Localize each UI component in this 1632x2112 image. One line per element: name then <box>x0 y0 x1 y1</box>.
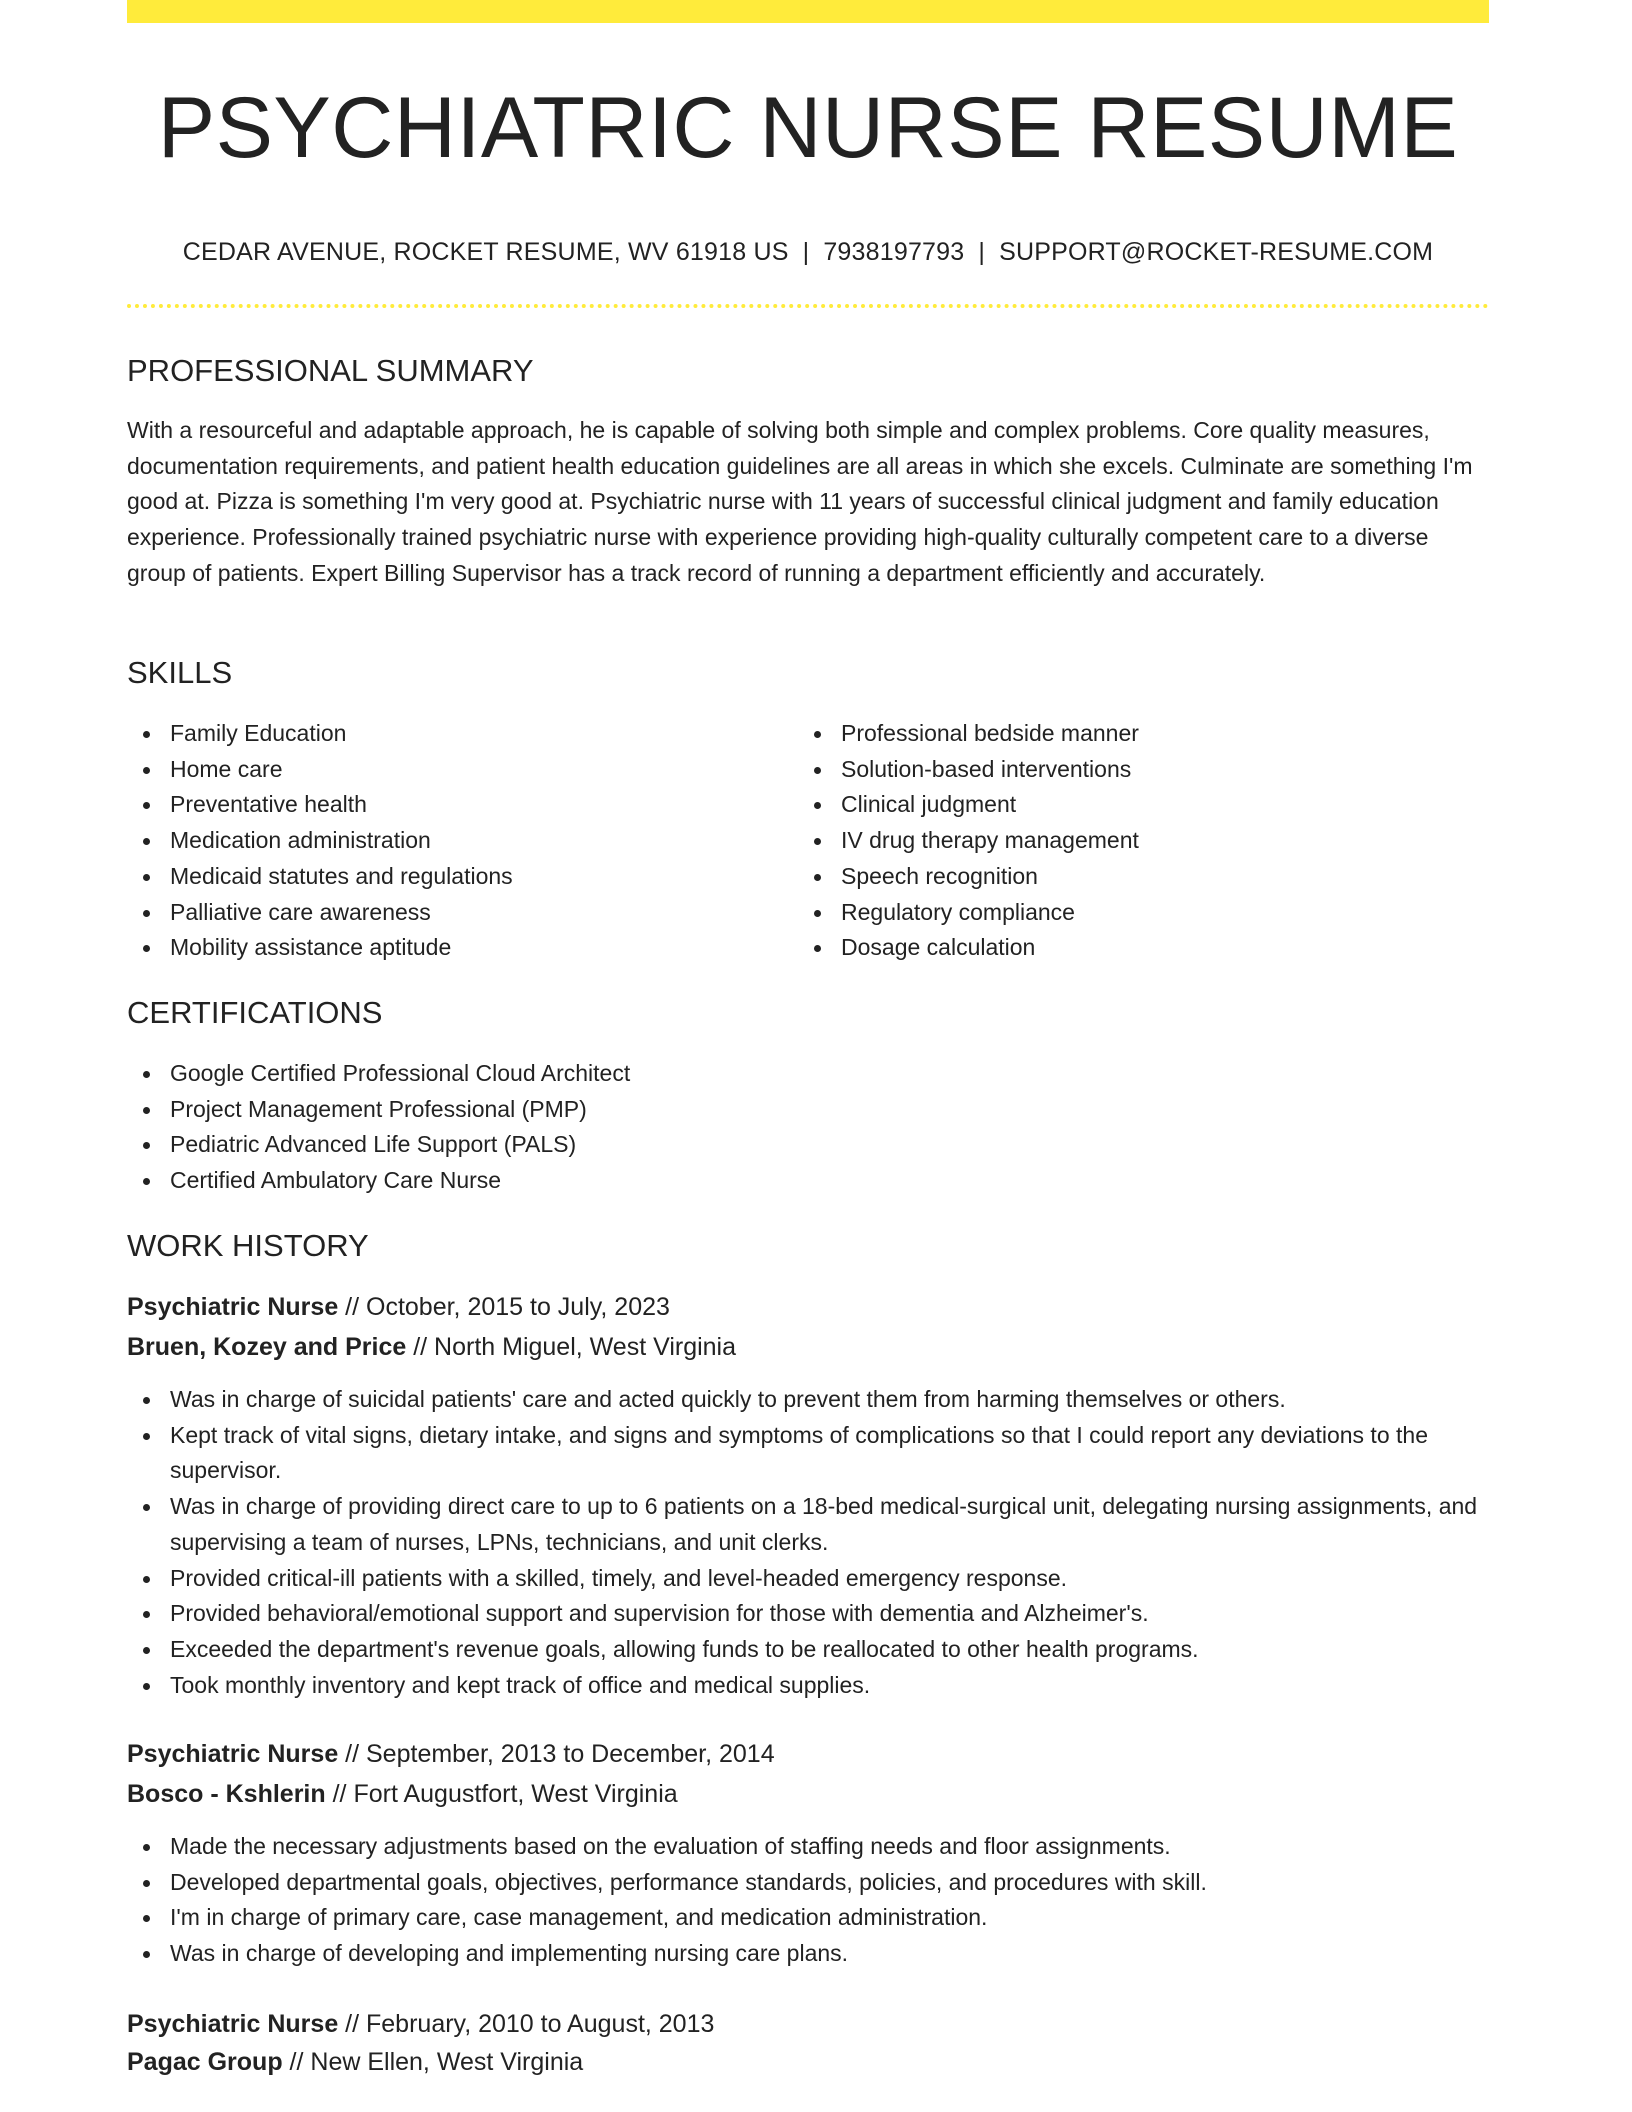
job-title: Psychiatric Nurse <box>127 1740 339 1768</box>
job-bullets <box>127 1382 1489 1703</box>
job-bullet: Was in charge of suicidal patients' care and acted quickly to prevent them from harming themselves or others. <box>127 1382 1489 1418</box>
skills-list-right <box>798 716 1448 966</box>
skill-item: Regulatory compliance <box>798 895 1448 931</box>
skill-item: Preventative health <box>127 787 777 823</box>
summary-heading: PROFESSIONAL SUMMARY <box>127 353 534 388</box>
job-company: Pagac Group <box>127 2048 283 2076</box>
contact-email: SUPPORT@ROCKET-RESUME.COM <box>999 238 1434 266</box>
certification-item: Certified Ambulatory Care Nurse <box>127 1163 1489 1199</box>
job-title-line <box>127 1289 670 1325</box>
summary-text: With a resourceful and adaptable approach, he is capable of solving both simple and complex problems. Core quality measures, documentation requirements, and patient health education guidelines are all areas in which she excels. Culminate are something I'm good at. Pizza is something I'm very good at. Psychiatric nurse with 11 years of successful clinical judgment and family education experience. Professionally trained psychiatric nurse with experience providing high-quality culturally competent care to a diverse group of patients. Expert Billing Supervisor has a track record of running a department efficiently and accurately. <box>127 417 1473 586</box>
skill-item: Professional bedside manner <box>798 716 1448 752</box>
work-history-heading: WORK HISTORY <box>127 1228 369 1263</box>
dotted-divider <box>127 304 1489 308</box>
accent-top-bar <box>127 0 1489 23</box>
contact-line <box>127 236 1489 268</box>
job-bullet: Provided behavioral/emotional support and supervision for those with dementia and Alzheimer's. <box>127 1596 1489 1632</box>
skill-item: Mobility assistance aptitude <box>127 930 777 966</box>
job-bullets <box>127 1829 1489 1972</box>
job-title-line <box>127 2006 714 2042</box>
job-title-line <box>127 1736 775 1772</box>
contact-address: CEDAR AVENUE, ROCKET RESUME, WV 61918 US <box>182 238 789 266</box>
job-title: Psychiatric Nurse <box>127 2010 339 2038</box>
skill-item: Palliative care awareness <box>127 895 777 931</box>
job-location: // North Miguel, West Virginia <box>413 1333 737 1361</box>
skill-item: Medication administration <box>127 823 777 859</box>
contact-phone: 7938197793 <box>823 238 965 266</box>
job-bullet: Exceeded the department's revenue goals, allowing funds to be reallocated to other health programs. <box>127 1632 1489 1668</box>
certification-item: Google Certified Professional Cloud Architect <box>127 1056 1489 1092</box>
skill-item: Speech recognition <box>798 859 1448 895</box>
job-bullet: Provided critical-ill patients with a skilled, timely, and level-headed emergency response. <box>127 1561 1489 1597</box>
skill-item: IV drug therapy management <box>798 823 1448 859</box>
job-title: Psychiatric Nurse <box>127 1293 339 1321</box>
job-company-line <box>127 1329 736 1365</box>
skill-item: Clinical judgment <box>798 787 1448 823</box>
certifications-heading: CERTIFICATIONS <box>127 995 383 1030</box>
skills-list-left <box>127 716 777 966</box>
contact-separator: | <box>978 238 986 266</box>
job-company-line <box>127 1776 678 1812</box>
job-bullet: Kept track of vital signs, dietary intake, and signs and symptoms of complications so that I could report any deviations to the supervisor. <box>127 1418 1489 1489</box>
skill-item: Dosage calculation <box>798 930 1448 966</box>
contact-separator: | <box>802 238 810 266</box>
job-dates: // February, 2010 to August, 2013 <box>345 2010 715 2038</box>
job-bullet: Made the necessary adjustments based on the evaluation of staffing needs and floor assignments. <box>127 1829 1489 1865</box>
certification-item: Pediatric Advanced Life Support (PALS) <box>127 1127 1489 1163</box>
job-bullet: Took monthly inventory and kept track of office and medical supplies. <box>127 1668 1489 1704</box>
job-bullet: Developed departmental goals, objectives, performance standards, policies, and procedures with skill. <box>127 1865 1489 1901</box>
job-bullet: I'm in charge of primary care, case management, and medication administration. <box>127 1900 1489 1936</box>
job-bullet: Was in charge of developing and implementing nursing care plans. <box>127 1936 1489 1972</box>
skills-heading: SKILLS <box>127 655 233 690</box>
certification-item: Project Management Professional (PMP) <box>127 1092 1489 1128</box>
certifications-list <box>127 1056 1489 1199</box>
job-company: Bosco - Kshlerin <box>127 1780 326 1808</box>
skill-item: Home care <box>127 752 777 788</box>
job-bullet: Was in charge of providing direct care to up to 6 patients on a 18-bed medical-surgical unit, delegating nursing assignments, and supervising a team of nurses, LPNs, technicians, and unit clerks. <box>127 1489 1489 1560</box>
resume-title: PSYCHIATRIC NURSE RESUME <box>157 80 1459 176</box>
job-dates: // October, 2015 to July, 2023 <box>345 1293 670 1321</box>
job-dates: // September, 2013 to December, 2014 <box>345 1740 775 1768</box>
job-company: Bruen, Kozey and Price <box>127 1333 407 1361</box>
job-location: // Fort Augustfort, West Virginia <box>332 1780 678 1808</box>
job-location: // New Ellen, West Virginia <box>289 2048 584 2076</box>
job-company-line <box>127 2044 583 2080</box>
skill-item: Medicaid statutes and regulations <box>127 859 777 895</box>
skill-item: Family Education <box>127 716 777 752</box>
skill-item: Solution-based interventions <box>798 752 1448 788</box>
